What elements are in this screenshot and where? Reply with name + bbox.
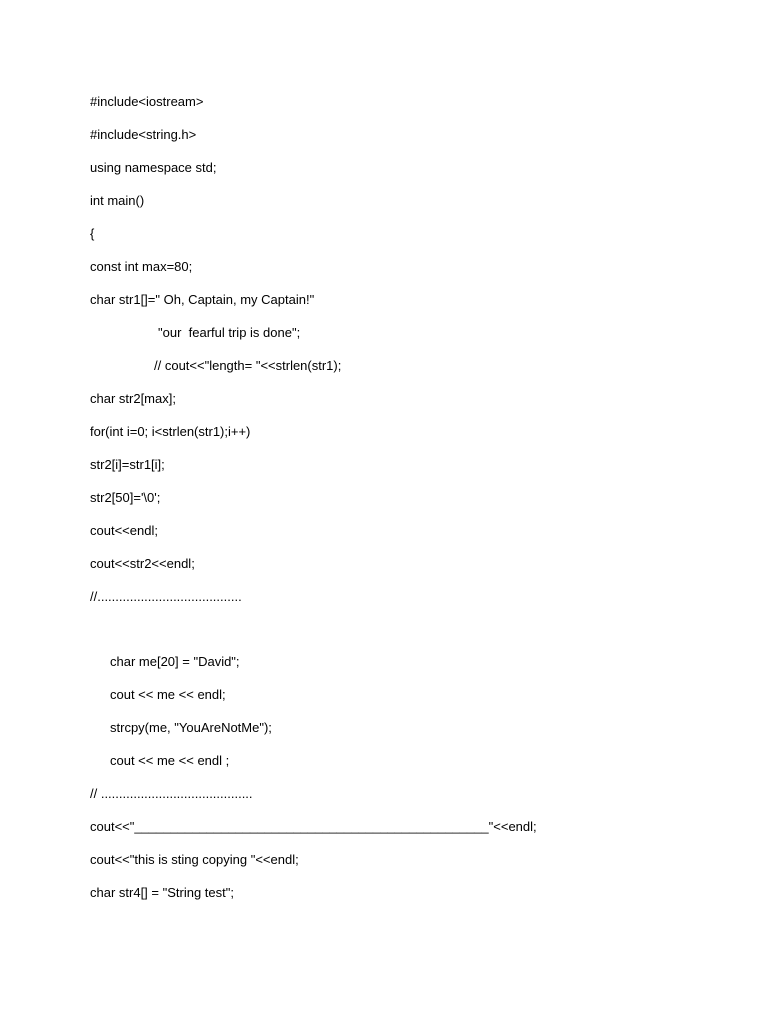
code-line-comment-cout-length: // cout<<"length= "<<strlen(str1); — [154, 358, 342, 373]
code-line-cout-me-again: cout << me << endl ; — [110, 753, 230, 768]
code-line-separator-comment: //........................................ — [90, 589, 242, 604]
code-line-for-loop: for(int i=0; i<strlen(str1);i++) — [90, 424, 251, 439]
code-line-char-str2: char str2[max]; — [90, 391, 176, 406]
code-line-str2-terminator: str2[50]='\0'; — [90, 490, 161, 505]
code-line-fearful-trip: "our fearful trip is done"; — [158, 325, 301, 340]
code-line-const-max: const int max=80; — [90, 259, 193, 274]
code-line-include-string: #include<string.h> — [90, 127, 197, 142]
code-line-separator-comment-2: // .......................................... — [90, 786, 253, 801]
code-line-char-str4: char str4[] = "String test"; — [90, 885, 234, 900]
code-line-include-iostream: #include<iostream> — [90, 94, 204, 109]
code-line-int-main: int main() — [90, 193, 145, 208]
code-line-cout-endl: cout<<endl; — [90, 523, 158, 538]
code-line-strcpy: strcpy(me, "YouAreNotMe"); — [110, 720, 272, 735]
code-line-char-me: char me[20] = "David"; — [110, 654, 240, 669]
code-line-using-namespace: using namespace std; — [90, 160, 217, 175]
code-line-cout-str2: cout<<str2<<endl; — [90, 556, 195, 571]
code-line-cout-sting-copying: cout<<"this is sting copying "<<endl; — [90, 852, 299, 867]
code-line-char-str1: char str1[]=" Oh, Captain, my Captain!" — [90, 292, 315, 307]
code-line-cout-me: cout << me << endl; — [110, 687, 226, 702]
code-line-str2-assign: str2[i]=str1[i]; — [90, 457, 165, 472]
code-line-cout-underline: cout<<"_________________________________________________"<<endl; — [90, 819, 537, 834]
code-line-open-brace: { — [90, 226, 95, 241]
